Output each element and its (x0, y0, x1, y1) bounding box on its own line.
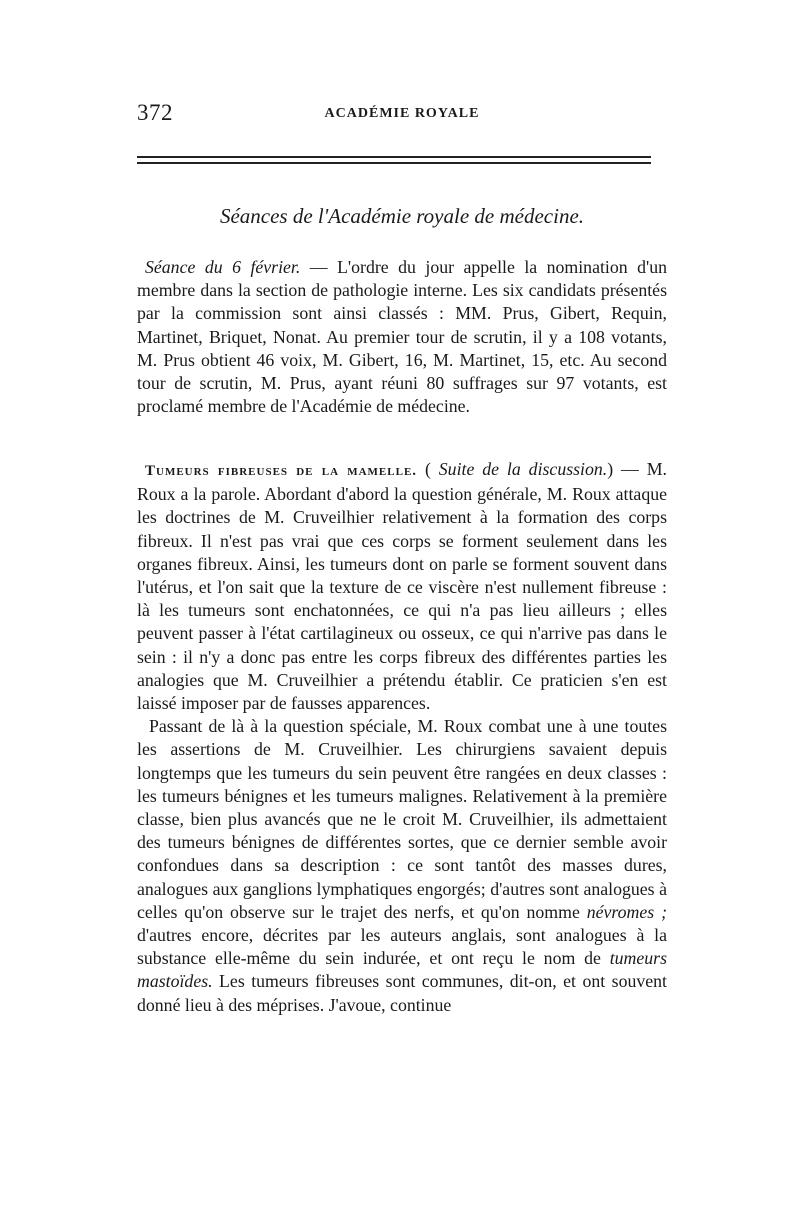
term-tumeurs-mastoides: tumeurs mastoïdes. (137, 948, 667, 992)
section-heading: Séances de l'Académie royale de médecine. (219, 204, 585, 228)
discussion-text: ) — M. Roux a la parole. Abordant d'abord la question générale, M. Roux attaque les doctrines de M. Cruveilhier relativement à la formation des corps fibreux. Il n'est pas vrai que ces corps se forment seulement dans les organes fibreux. Ainsi, les tumeurs dont on parle se forment souvent dans l'utérus, et l'on sait que la texture de ce viscère n'est nullement fibreuse : là les tumeurs sont enchatonnées, ce qui n'a pas lieu ailleurs ; elles peuvent passer à l'état cartilagineux ou osseux, ce qui n'arrive pas dans le sein : il n'y a donc pas entre les corps fibreux des différentes parties les analogies que M. Cruveilhier a prétendu établir. Ce praticien s'en est laissé imposer par de fausses apparences. (137, 459, 667, 714)
special-text-1: Passant de là à la question spéciale, M. Roux combat une à une toutes les assertions de M. Cruveilhier. Les chirurgiens savaient depuis longtemps que les tumeurs du sein peuvent être rangées en deux classes : les tumeurs bénignes et les tumeurs malignes. Relativement à la première classe, bien plus avancés que ne le croit M. Cruveilhier, ils admettaient des tumeurs bénignes de différentes sortes, que ce dernier semble avoir confondues dans sa description : ce sont tantôt des masses dures, analogues aux ganglions lymphatiques engorgés; d'autres sont analogues à celles qu'on observe sur le trajet des nerfs, et qu'on nomme (137, 716, 667, 922)
discussion-section (137, 458, 667, 1017)
double-rule-top (137, 156, 651, 158)
running-title: ACADÉMIE ROYALE (324, 106, 480, 121)
paragraph-special-question (137, 715, 667, 1017)
seance-text: — L'ordre du jour appelle la nomination d'un membre dans la section de pathologie interne. Les six candidats présentés par la commission sont ainsi classés : MM. Prus, Gibert, Requin, Martinet, Briquet, Nonat. Au premier tour de scrutin, il y a 108 votants, M. Prus obtient 46 voix, M. Gibert, 16, M. Martinet, 15, etc. Au second tour de scrutin, M. Prus, ayant réuni 80 suffrages sur 97 votants, est proclamé membre de l'Académie de médecine. (137, 257, 667, 417)
special-text-3: Les tumeurs fibreuses sont communes, dit-on, et ont souvent donné lieu à des méprises. J'avoue, continue (137, 971, 667, 1015)
paragraph-seance (137, 256, 667, 418)
running-head (137, 100, 667, 128)
term-nevromes: névromes ; (586, 901, 667, 922)
paren-open: ( (417, 459, 439, 479)
suite-note: Suite de la discussion. (438, 459, 608, 479)
double-rule-bottom (137, 162, 651, 164)
page-number: 372 (137, 100, 173, 125)
subject-title: Tumeurs fibreuses de la mamelle. (145, 463, 418, 479)
seance-date: Séance du 6 février. (145, 257, 301, 277)
special-text-2: d'autres encore, décrites par les auteurs anglais, sont analogues à la substance elle-même du sein indurée, et ont reçu le nom de (137, 925, 667, 969)
paragraph-discussion-intro (137, 458, 667, 715)
